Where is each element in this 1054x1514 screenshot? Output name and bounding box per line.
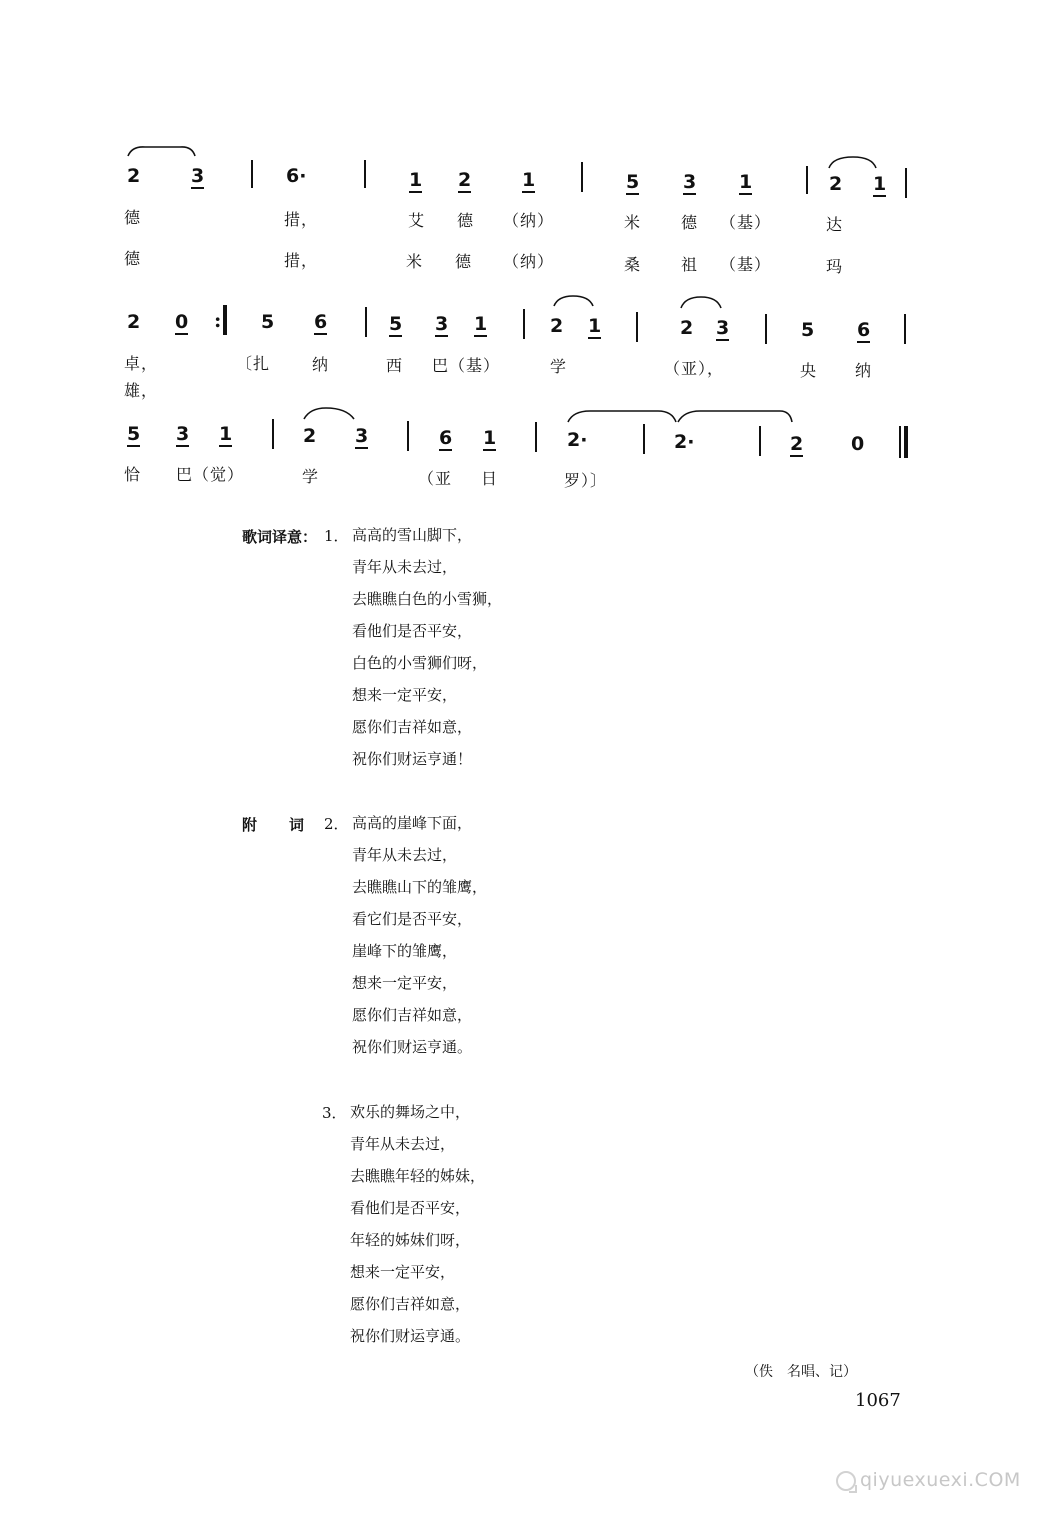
lyric: 德 bbox=[455, 252, 473, 271]
verse-line: 愿你们吉祥如意， bbox=[352, 718, 473, 736]
note: 2 bbox=[127, 165, 141, 187]
lyric: 罗）〕 bbox=[564, 471, 608, 490]
barline bbox=[535, 422, 537, 452]
verse-line: 青年从未去过， bbox=[350, 1135, 456, 1153]
note: 3 bbox=[435, 313, 449, 335]
note: 1 bbox=[873, 173, 887, 195]
verse-line: 去瞧瞧年轻的姊妹， bbox=[350, 1167, 486, 1185]
note: 2 bbox=[458, 169, 472, 191]
lyric: 学 bbox=[302, 467, 320, 486]
lyric: 西 bbox=[386, 356, 404, 375]
lyric: （基） bbox=[720, 213, 772, 232]
additional-label: 附 bbox=[242, 816, 258, 834]
verse-line: 崖峰下的雏鹰， bbox=[352, 942, 458, 960]
note: 1 bbox=[483, 427, 497, 449]
verse-line: 愿你们吉祥如意， bbox=[350, 1295, 471, 1313]
slur bbox=[829, 157, 876, 168]
note: 2· bbox=[567, 429, 588, 451]
note: 0 bbox=[851, 433, 865, 455]
note: 2 bbox=[790, 433, 804, 455]
final-barline-thin bbox=[899, 426, 901, 458]
note: 6 bbox=[314, 311, 328, 333]
note: 1 bbox=[739, 171, 753, 193]
slur bbox=[678, 411, 792, 422]
note: 2 bbox=[550, 315, 564, 337]
lyric: 米 bbox=[624, 213, 642, 232]
lyric: 祖 bbox=[681, 255, 699, 274]
verse-line: 白色的小雪狮们呀， bbox=[352, 654, 488, 672]
verse-line: 去瞧瞧山下的雏鹰， bbox=[352, 878, 488, 896]
verse-line: 青年从未去过， bbox=[352, 846, 458, 864]
barline bbox=[523, 309, 525, 339]
slur bbox=[681, 297, 721, 308]
verse-line: 看它们是否平安， bbox=[352, 910, 473, 928]
verse-line: 高高的崖峰下面， bbox=[352, 814, 473, 832]
verse-number: 2． bbox=[324, 815, 349, 833]
note: 5 bbox=[801, 319, 815, 341]
verse-line: 年轻的姊妹们呀， bbox=[350, 1231, 471, 1249]
verse-line: 祝你们财运亨通！ bbox=[352, 750, 473, 768]
lyric: 恰 bbox=[124, 465, 142, 484]
verse-line: 愿你们吉祥如意， bbox=[352, 1006, 473, 1024]
note: 2 bbox=[680, 317, 694, 339]
verse-number: 1． bbox=[324, 527, 349, 545]
lyric: 卓， bbox=[124, 354, 159, 373]
lyric: （基） bbox=[720, 255, 772, 274]
slur bbox=[128, 147, 195, 156]
slur bbox=[568, 411, 676, 422]
barline bbox=[581, 162, 583, 192]
verse-line: 想来一定平安， bbox=[352, 974, 458, 992]
lyric: 日 bbox=[481, 469, 499, 488]
note: 5 bbox=[127, 423, 141, 445]
lyric: 德 bbox=[124, 249, 142, 268]
verse-number: 3． bbox=[322, 1104, 347, 1122]
note: 3 bbox=[683, 171, 697, 193]
lyric: 措， bbox=[284, 210, 319, 229]
barline bbox=[251, 160, 253, 188]
lyric: 玛 bbox=[826, 257, 844, 276]
note: 6 bbox=[857, 319, 871, 341]
note: 1 bbox=[219, 423, 233, 445]
lyric: 〔扎 bbox=[236, 354, 271, 373]
lyric: 纳 bbox=[312, 355, 330, 374]
verse-1 bbox=[352, 526, 502, 782]
lyric: 纳 bbox=[855, 361, 873, 380]
barline bbox=[364, 160, 366, 188]
note: 2 bbox=[829, 173, 843, 195]
barline bbox=[636, 312, 638, 342]
final-barline-thick bbox=[904, 426, 908, 458]
verse-line: 祝你们财运亨通。 bbox=[350, 1327, 471, 1345]
verse-line: 高高的雪山脚下， bbox=[352, 526, 473, 544]
note: 3 bbox=[191, 165, 205, 187]
note: 6 bbox=[439, 427, 453, 449]
note: 1 bbox=[409, 169, 423, 191]
lyric: 桑 bbox=[624, 255, 642, 274]
verse-3 bbox=[350, 1103, 485, 1359]
note: 1 bbox=[522, 169, 536, 191]
barline bbox=[407, 421, 409, 451]
verse-line: 看他们是否平安， bbox=[350, 1199, 471, 1217]
barline bbox=[806, 166, 808, 194]
translation-label: 歌词译意： bbox=[242, 528, 318, 546]
note: 3 bbox=[355, 425, 369, 447]
note: 1 bbox=[588, 315, 602, 337]
note: 3 bbox=[716, 317, 730, 339]
verse-line: 欢乐的舞场之中， bbox=[350, 1103, 471, 1121]
note: 5 bbox=[389, 313, 403, 335]
barline bbox=[365, 307, 367, 337]
note: 5 bbox=[626, 171, 640, 193]
verse-line: 看他们是否平安， bbox=[352, 622, 473, 640]
lyric: 央 bbox=[800, 361, 818, 380]
verse-line: 去瞧瞧白色的小雪狮， bbox=[352, 590, 503, 608]
barline bbox=[905, 168, 907, 198]
lyric: 德 bbox=[457, 211, 475, 230]
note: 1 bbox=[474, 313, 488, 335]
verse-line: 想来一定平安， bbox=[352, 686, 458, 704]
lyric: 达 bbox=[826, 215, 844, 234]
barline bbox=[904, 314, 906, 344]
lyric: 巴（觉） bbox=[176, 465, 245, 484]
lyric: （纳） bbox=[503, 252, 555, 271]
slur bbox=[304, 408, 354, 419]
watermark bbox=[836, 1469, 1021, 1491]
barline bbox=[765, 314, 767, 344]
additional-label: 词 bbox=[289, 816, 305, 834]
lyric: 雄， bbox=[124, 381, 159, 400]
repeat-dots: : bbox=[214, 308, 222, 332]
lyric: 巴（基） bbox=[432, 356, 501, 375]
note: 5 bbox=[261, 311, 275, 333]
lyric: （纳） bbox=[503, 211, 555, 230]
barline bbox=[643, 424, 645, 454]
barline bbox=[272, 419, 274, 449]
page-number: 1067 bbox=[855, 1390, 901, 1411]
note: 0 bbox=[175, 311, 189, 333]
verse-line: 祝你们财运亨通。 bbox=[352, 1038, 473, 1056]
verse-2 bbox=[352, 814, 487, 1070]
watermark-logo-icon bbox=[836, 1471, 856, 1491]
barline bbox=[759, 426, 761, 456]
note: 2 bbox=[127, 311, 141, 333]
lyric: 措， bbox=[284, 251, 319, 270]
slur bbox=[554, 296, 593, 306]
note: 6· bbox=[286, 165, 307, 187]
lyric: （亚）， bbox=[664, 359, 725, 378]
note: 3 bbox=[176, 423, 190, 445]
verse-line: 青年从未去过， bbox=[352, 558, 458, 576]
lyric: 德 bbox=[124, 208, 142, 227]
lyric: （亚 bbox=[418, 469, 453, 488]
lyric: 学 bbox=[550, 357, 568, 376]
verse-line: 想来一定平安， bbox=[350, 1263, 456, 1281]
note: 2· bbox=[674, 431, 695, 453]
note: 2 bbox=[303, 425, 317, 447]
lyric: 德 bbox=[681, 213, 699, 232]
watermark-text: qiyuexuexi.COM bbox=[860, 1469, 1021, 1491]
credit-note: （佚 名唱、记） bbox=[745, 1364, 857, 1380]
repeat-barline bbox=[223, 305, 227, 335]
lyric: 艾 bbox=[408, 211, 426, 230]
lyric: 米 bbox=[406, 252, 424, 271]
